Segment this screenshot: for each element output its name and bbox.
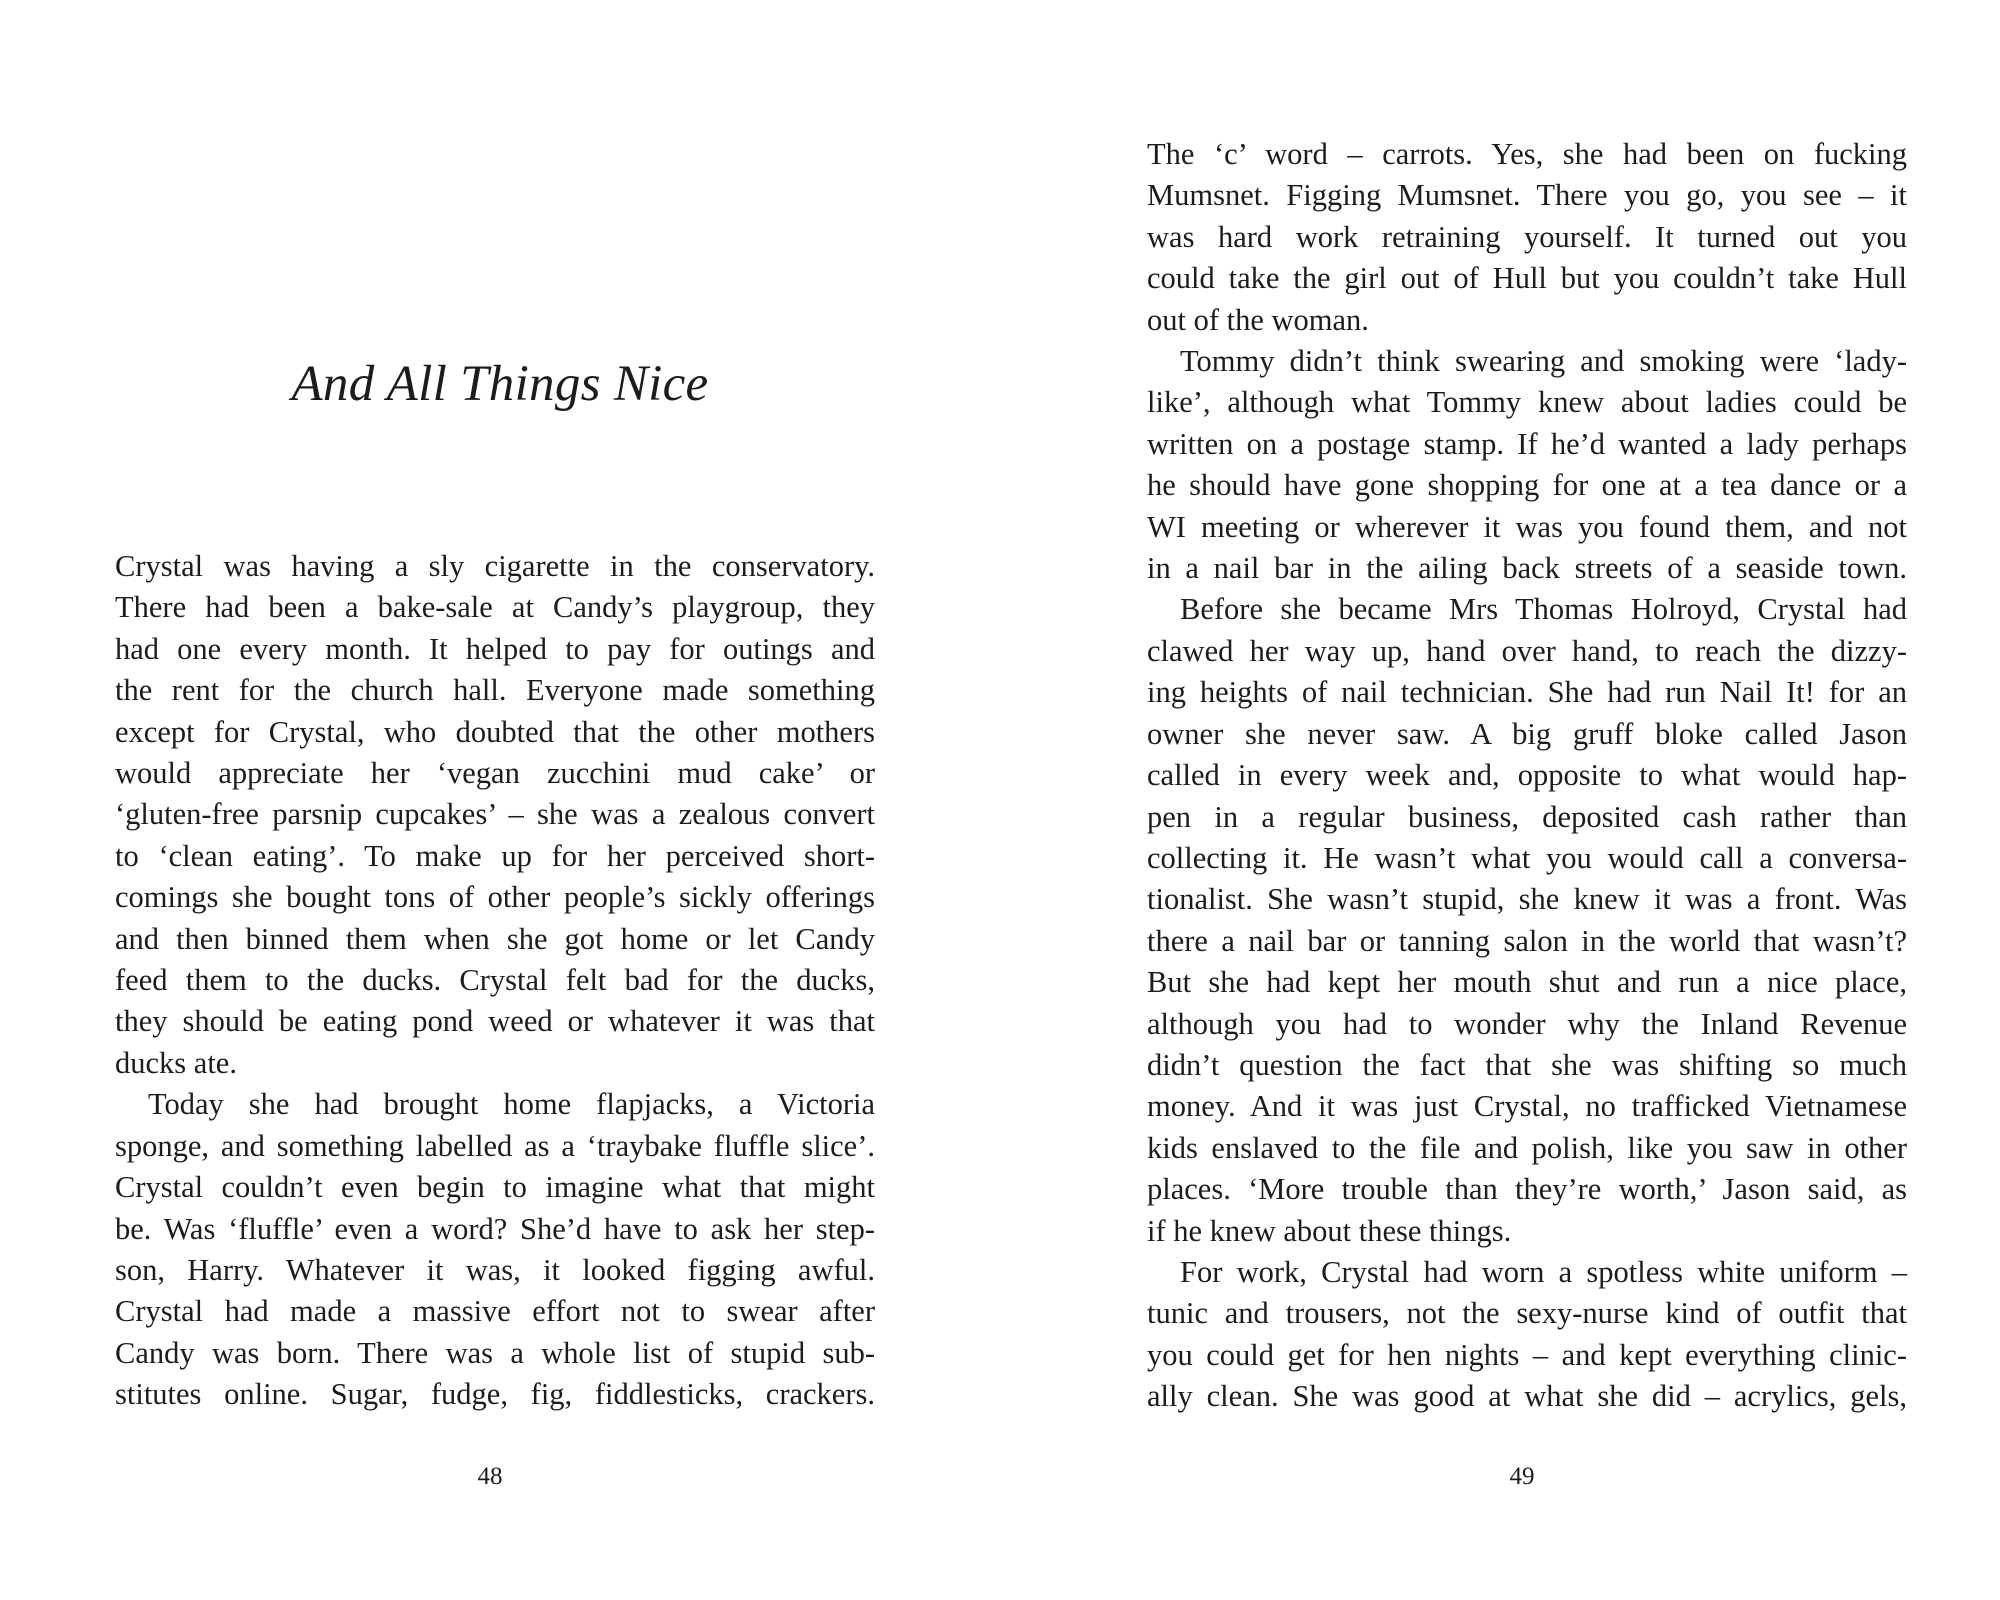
text-line: although you had to wonder why the Inland Revenue (1147, 1006, 1907, 1041)
text-line: written on a postage stamp. If he’d wanted a lady perhaps (1147, 426, 1907, 461)
text-line: like’, although what Tommy knew about ladies could be (1147, 385, 1907, 420)
text-line: was hard work retraining yourself. It turned out you (1147, 219, 1907, 254)
text-line: feed them to the ducks. Crystal felt bad for the ducks, (115, 963, 875, 998)
text-line: ally clean. She was good at what she did – acrylics, gels, (1147, 1379, 1907, 1414)
text-line: would appreciate her ‘vegan zucchini mud cake’ or (115, 756, 875, 791)
text-line: WI meeting or wherever it was you found them, and not (1147, 509, 1907, 544)
text-line: There had been a bake-sale at Candy’s playgroup, they (115, 590, 875, 625)
text-line: comings she bought tons of other people’s sickly offerings (115, 880, 875, 915)
right-page-text (1147, 134, 1907, 1418)
text-line: in a nail bar in the ailing back streets of a seaside town. (1147, 551, 1907, 586)
text-line: places. ‘More trouble than they’re worth,’ Jason said, as (1147, 1172, 1907, 1207)
page-number-left: 48 (477, 1463, 503, 1490)
text-line: and then binned them when she got home or let Candy (115, 921, 875, 956)
text-line: the rent for the church hall. Everyone made something (115, 673, 875, 708)
text-line: kids enslaved to the file and polish, like you saw in other (1147, 1130, 1907, 1165)
text-line: Mumsnet. Figging Mumsnet. There you go, you see – it (1147, 178, 1907, 213)
text-line: For work, Crystal had worn a spotless white uniform – (1180, 1254, 1907, 1289)
text-line: could take the girl out of Hull but you couldn’t take Hull (1147, 261, 1907, 296)
text-line: ‘gluten-free parsnip cupcakes’ – she was a zealous convert (115, 797, 875, 832)
text-line: he should have gone shopping for one at a tea dance or a (1147, 468, 1907, 503)
text-line: owner she never saw. A big gruff bloke called Jason (1147, 716, 1907, 751)
text-line: collecting it. He wasn’t what you would call a conversa- (1147, 840, 1907, 875)
text-line: Tommy didn’t think swearing and smoking were ‘lady- (1180, 344, 1907, 379)
text-line: sponge, and something labelled as a ‘traybake fluffle slice’. (115, 1128, 875, 1163)
page-number-right: 49 (1509, 1463, 1535, 1490)
text-line: Crystal was having a sly cigarette in the conservatory. (115, 549, 875, 583)
text-line: Before she became Mrs Thomas Holroyd, Crystal had (1180, 592, 1907, 627)
text-line: tionalist. She wasn’t stupid, she knew it was a front. Was (1147, 882, 1907, 917)
text-line: be. Was ‘fluffle’ even a word? She’d have to ask her step- (115, 1211, 875, 1246)
text-line: ducks ate. (115, 1045, 237, 1080)
text-line: you could get for hen nights – and kept everything clinic- (1147, 1337, 1907, 1372)
text-line: But she had kept her mouth shut and run a nice place, (1147, 965, 1907, 1000)
text-line: had one every month. It helped to pay for outings and (115, 631, 875, 666)
text-line: if he knew about these things. (1147, 1213, 1512, 1248)
text-line: The ‘c’ word – carrots. Yes, she had been on fucking (1147, 137, 1907, 171)
text-line: Today she had brought home flapjacks, a Victoria (148, 1087, 875, 1122)
text-line: ing heights of nail technician. She had run Nail It! for an (1147, 675, 1907, 710)
text-line: Crystal couldn’t even begin to imagine what that might (115, 1170, 875, 1205)
text-line: to ‘clean eating’. To make up for her perceived short- (115, 838, 875, 873)
text-line: didn’t question the fact that she was shifting so much (1147, 1047, 1907, 1082)
text-line: Candy was born. There was a whole list of stupid sub- (115, 1335, 875, 1370)
text-line: son, Harry. Whatever it was, it looked figging awful. (115, 1252, 875, 1287)
text-line: pen in a regular business, deposited cash rather than (1147, 799, 1907, 834)
text-line: tunic and trousers, not the sexy-nurse kind of outfit that (1147, 1296, 1907, 1331)
text-line: there a nail bar or tanning salon in the world that wasn’t? (1147, 923, 1907, 958)
text-line: clawed her way up, hand over hand, to reach the dizzy- (1147, 633, 1907, 668)
text-line: except for Crystal, who doubted that the other mothers (115, 714, 875, 749)
text-line: out of the woman. (1147, 302, 1369, 337)
text-line: Crystal had made a massive effort not to swear after (115, 1294, 875, 1329)
chapter-title: And All Things Nice (291, 356, 709, 412)
text-line: stitutes online. Sugar, fudge, fig, fiddlesticks, crackers. (115, 1377, 875, 1412)
text-line: money. And it was just Crystal, no trafficked Vietnamese (1147, 1089, 1907, 1124)
text-line: they should be eating pond weed or whatever it was that (115, 1004, 875, 1039)
left-page-text (115, 546, 875, 1416)
right-page (1000, 0, 2000, 1600)
text-line: called in every week and, opposite to what would hap- (1147, 758, 1907, 793)
